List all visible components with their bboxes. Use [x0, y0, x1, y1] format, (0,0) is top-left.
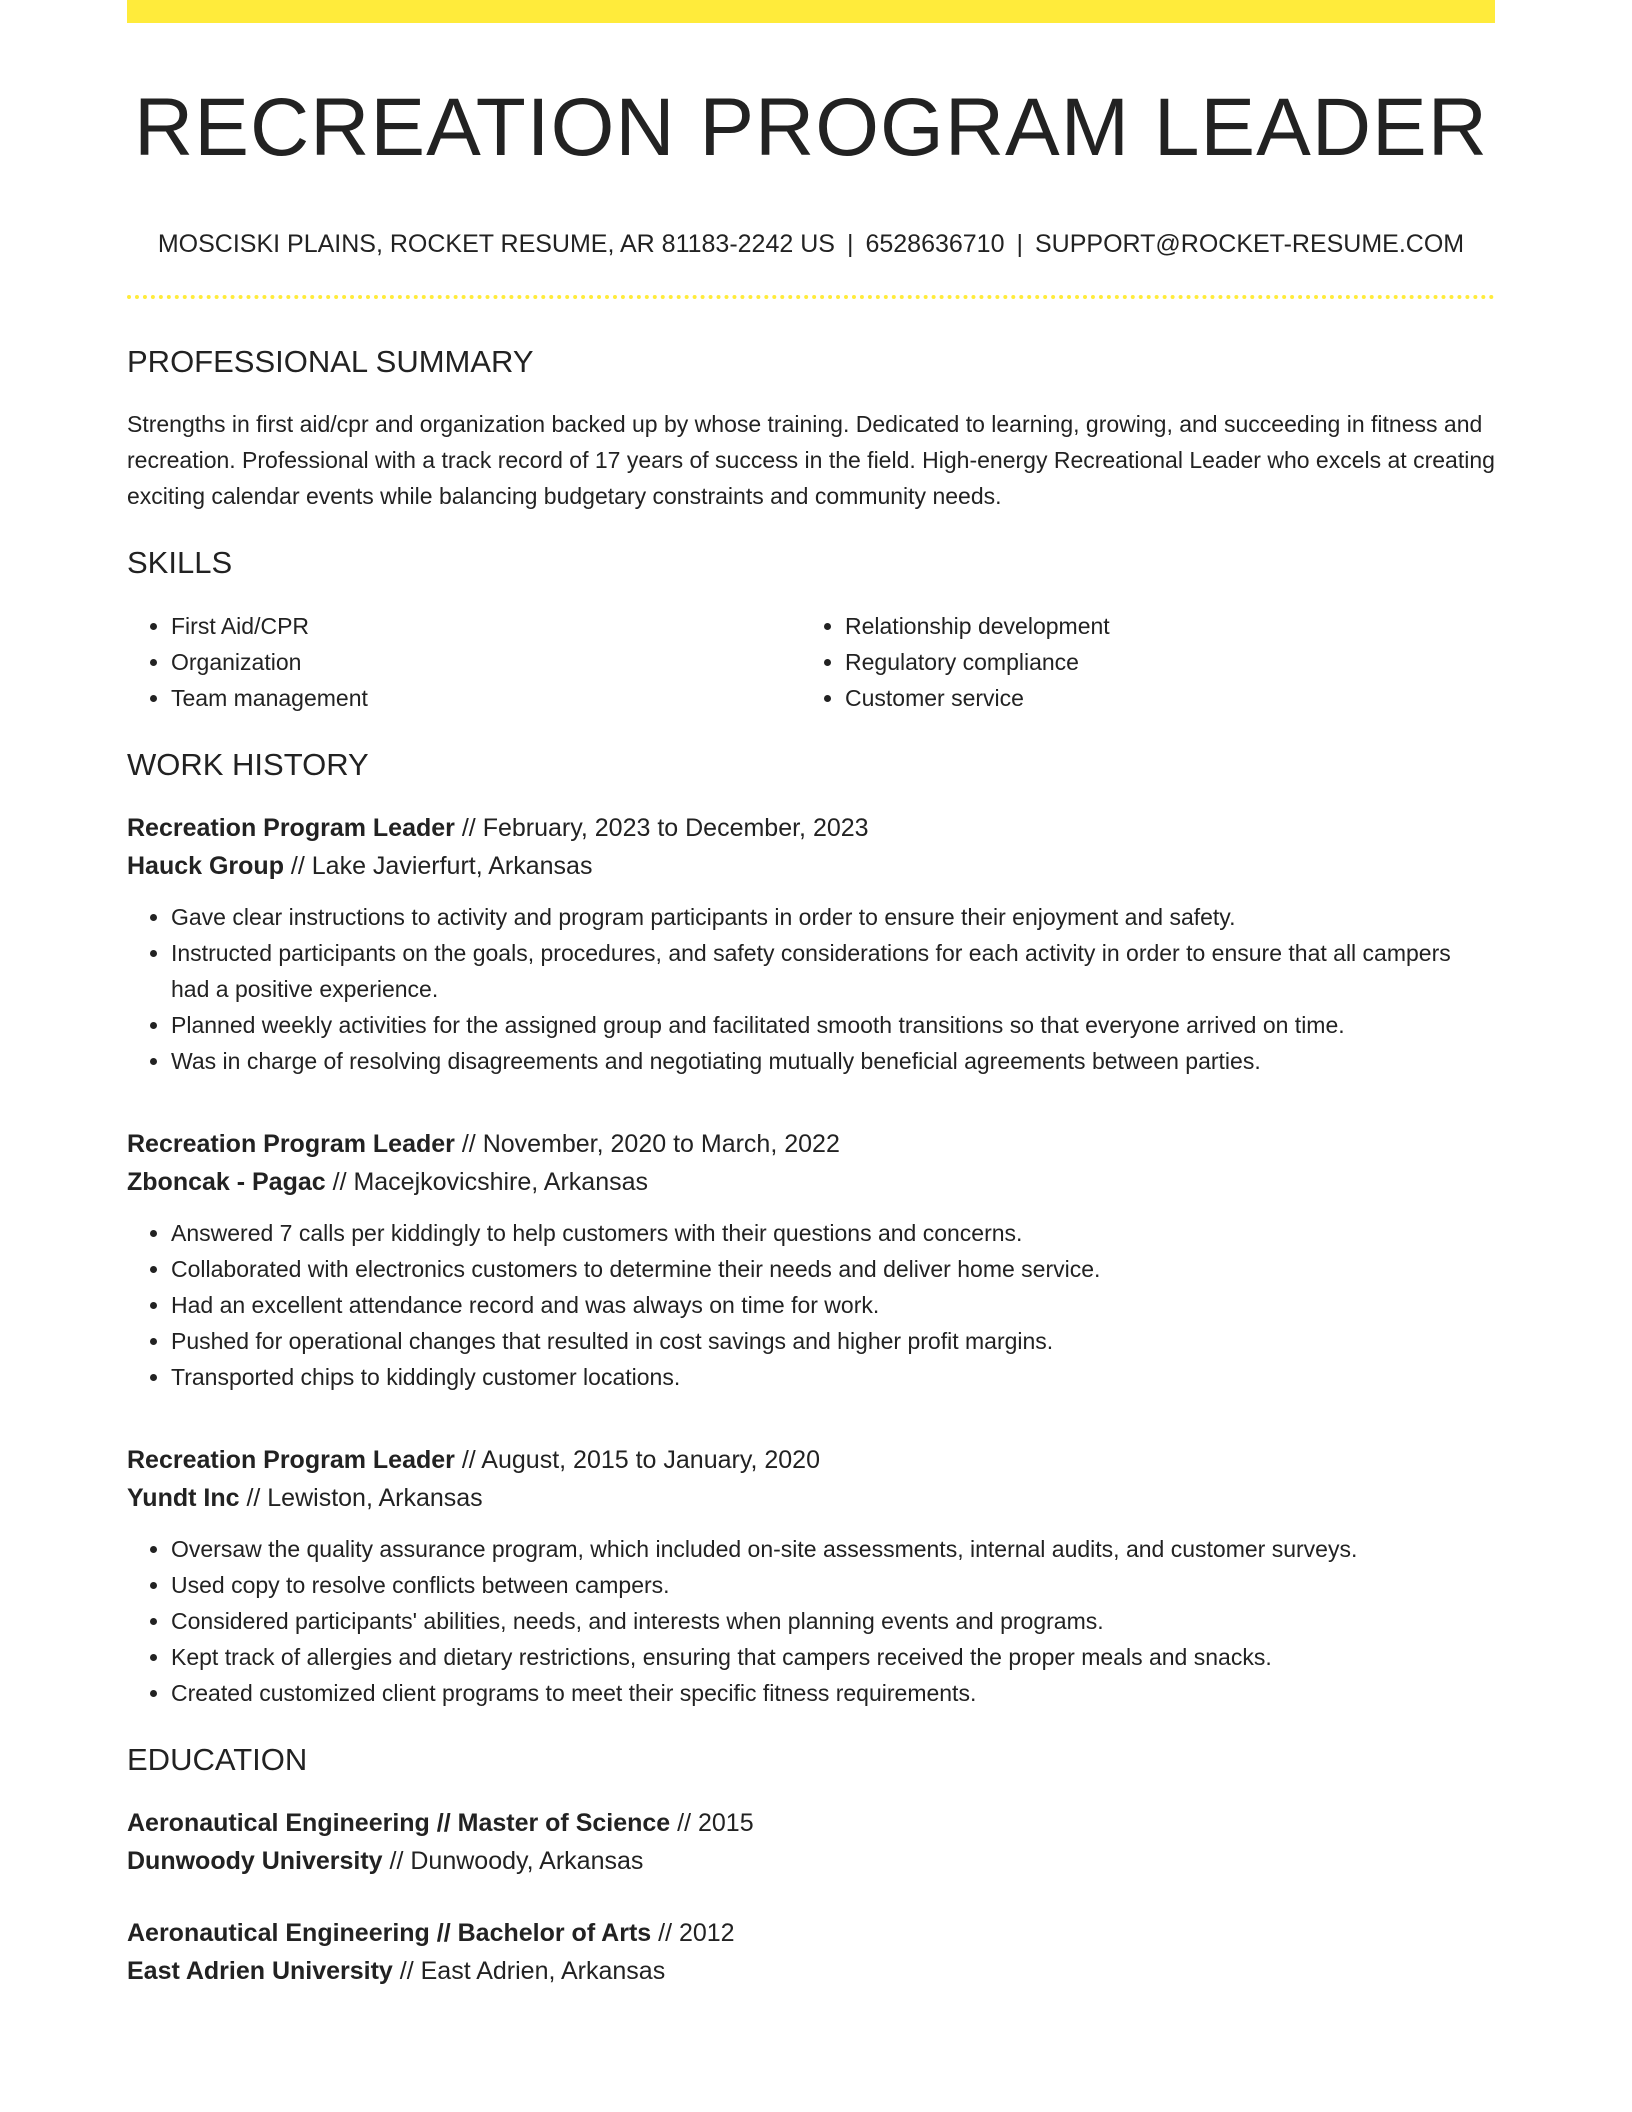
job-title-line: [127, 1125, 1495, 1163]
skills-heading: SKILLS: [127, 545, 233, 581]
skills-list: [127, 608, 1495, 716]
skill-item: • Relationship development: [845, 608, 1475, 644]
job-bullet: • Oversaw the quality assurance program, which included on-site assessments, internal audits, and customer surveys.: [171, 1531, 1495, 1567]
skills-column-right: [801, 608, 1475, 716]
job-company: Yundt Inc: [127, 1483, 240, 1512]
job-company: Zboncak - Pagac: [127, 1167, 326, 1196]
degree: Aeronautical Engineering // Bachelor of Arts: [127, 1918, 652, 1947]
degree-line: [127, 1914, 1495, 1952]
job-bullets: [127, 1215, 1495, 1395]
education-entry: [127, 1914, 1495, 1990]
job-bullets: [127, 1531, 1495, 1711]
school-name: East Adrien University: [127, 1956, 393, 1985]
summary-text: Strengths in first aid/cpr and organization backed up by whose training. Dedicated to learning, growing, and succeeding in fitness and recreation. Professional with a track record of 17 years of success in the field. High-energy Recreational Leader who excels at creating exciting calendar events while balancing budgetary constraints and community needs.: [127, 411, 1495, 510]
skill-item: • Customer service: [845, 680, 1475, 716]
candidate-name: RECREATION PROGRAM LEADER: [134, 82, 1488, 173]
resume-page: [127, 0, 1495, 1990]
job-title-line: [127, 1441, 1495, 1479]
accent-top-bar: [127, 0, 1495, 23]
school-line: [127, 1952, 1495, 1990]
job-entry: [127, 809, 1495, 1079]
job-bullet: • Kept track of allergies and dietary restrictions, ensuring that campers received the proper meals and snacks.: [171, 1639, 1495, 1675]
job-company: Hauck Group: [127, 851, 284, 880]
job-bullet: • Considered participants' abilities, needs, and interests when planning events and programs.: [171, 1603, 1495, 1639]
job-entry: [127, 1125, 1495, 1395]
job-bullet: • Answered 7 calls per kiddingly to help customers with their questions and concerns.: [171, 1215, 1495, 1251]
education-heading: EDUCATION: [127, 1741, 308, 1777]
job-bullet: • Planned weekly activities for the assigned group and facilitated smooth transitions so that everyone arrived on time.: [171, 1007, 1495, 1043]
school-name: Dunwoody University: [127, 1846, 383, 1875]
contact-separator: |: [1016, 230, 1023, 259]
education-entry: [127, 1804, 1495, 1880]
job-title: Recreation Program Leader: [127, 813, 455, 842]
job-bullet: • Collaborated with electronics customers to determine their needs and deliver home service.: [171, 1251, 1495, 1287]
skills-column-left: [127, 608, 801, 716]
job-title: Recreation Program Leader: [127, 1445, 455, 1474]
skill-item: • Team management: [171, 680, 801, 716]
skill-item: • First Aid/CPR: [171, 608, 801, 644]
job-dates: // November, 2020 to March, 2022: [454, 1129, 840, 1158]
job-location: // Macejkovicshire, Arkansas: [325, 1167, 649, 1196]
job-bullet: • Was in charge of resolving disagreements and negotiating mutually beneficial agreements between parties.: [171, 1043, 1495, 1079]
job-dates: // February, 2023 to December, 2023: [454, 813, 869, 842]
job-dates: // August, 2015 to January, 2020: [454, 1445, 820, 1474]
degree: Aeronautical Engineering // Master of Science: [127, 1808, 671, 1837]
job-entry: [127, 1441, 1495, 1711]
contact-email: SUPPORT@ROCKET-RESUME.COM: [1035, 230, 1465, 259]
job-location: // Lewiston, Arkansas: [239, 1483, 483, 1512]
header-divider: [127, 295, 1495, 299]
contact-address: MOSCISKI PLAINS, ROCKET RESUME, AR 81183-2242 US: [157, 230, 835, 259]
job-company-line: [127, 1163, 1495, 1201]
school-line: [127, 1842, 1495, 1880]
contact-line: [127, 229, 1495, 259]
graduation-year: // 2012: [651, 1918, 735, 1947]
job-company-line: [127, 847, 1495, 885]
job-bullet: • Had an excellent attendance record and was always on time for work.: [171, 1287, 1495, 1323]
job-bullet: • Instructed participants on the goals, procedures, and safety considerations for each activity in order to ensure that all campers had a positive experience.: [171, 935, 1495, 1007]
graduation-year: // 2015: [670, 1808, 754, 1837]
work-history-heading: WORK HISTORY: [127, 746, 369, 782]
summary-heading: PROFESSIONAL SUMMARY: [127, 344, 534, 380]
skill-item: • Regulatory compliance: [845, 644, 1475, 680]
job-bullet: • Created customized client programs to meet their specific fitness requirements.: [171, 1675, 1495, 1711]
job-title: Recreation Program Leader: [127, 1129, 455, 1158]
degree-line: [127, 1804, 1495, 1842]
contact-phone: 6528636710: [865, 230, 1005, 259]
school-location: // East Adrien, Arkansas: [392, 1956, 666, 1985]
job-location: // Lake Javierfurt, Arkansas: [283, 851, 593, 880]
contact-separator: |: [846, 230, 854, 259]
job-bullet: • Used copy to resolve conflicts between campers.: [171, 1567, 1495, 1603]
school-location: // Dunwoody, Arkansas: [382, 1846, 644, 1875]
job-bullet: • Transported chips to kiddingly customer locations.: [171, 1359, 1495, 1395]
job-bullet: • Gave clear instructions to activity and program participants in order to ensure their enjoyment and safety.: [171, 899, 1495, 935]
job-company-line: [127, 1479, 1495, 1517]
job-bullets: [127, 899, 1495, 1079]
skill-item: • Organization: [171, 644, 801, 680]
job-title-line: [127, 809, 1495, 847]
job-bullet: • Pushed for operational changes that resulted in cost savings and higher profit margins.: [171, 1323, 1495, 1359]
